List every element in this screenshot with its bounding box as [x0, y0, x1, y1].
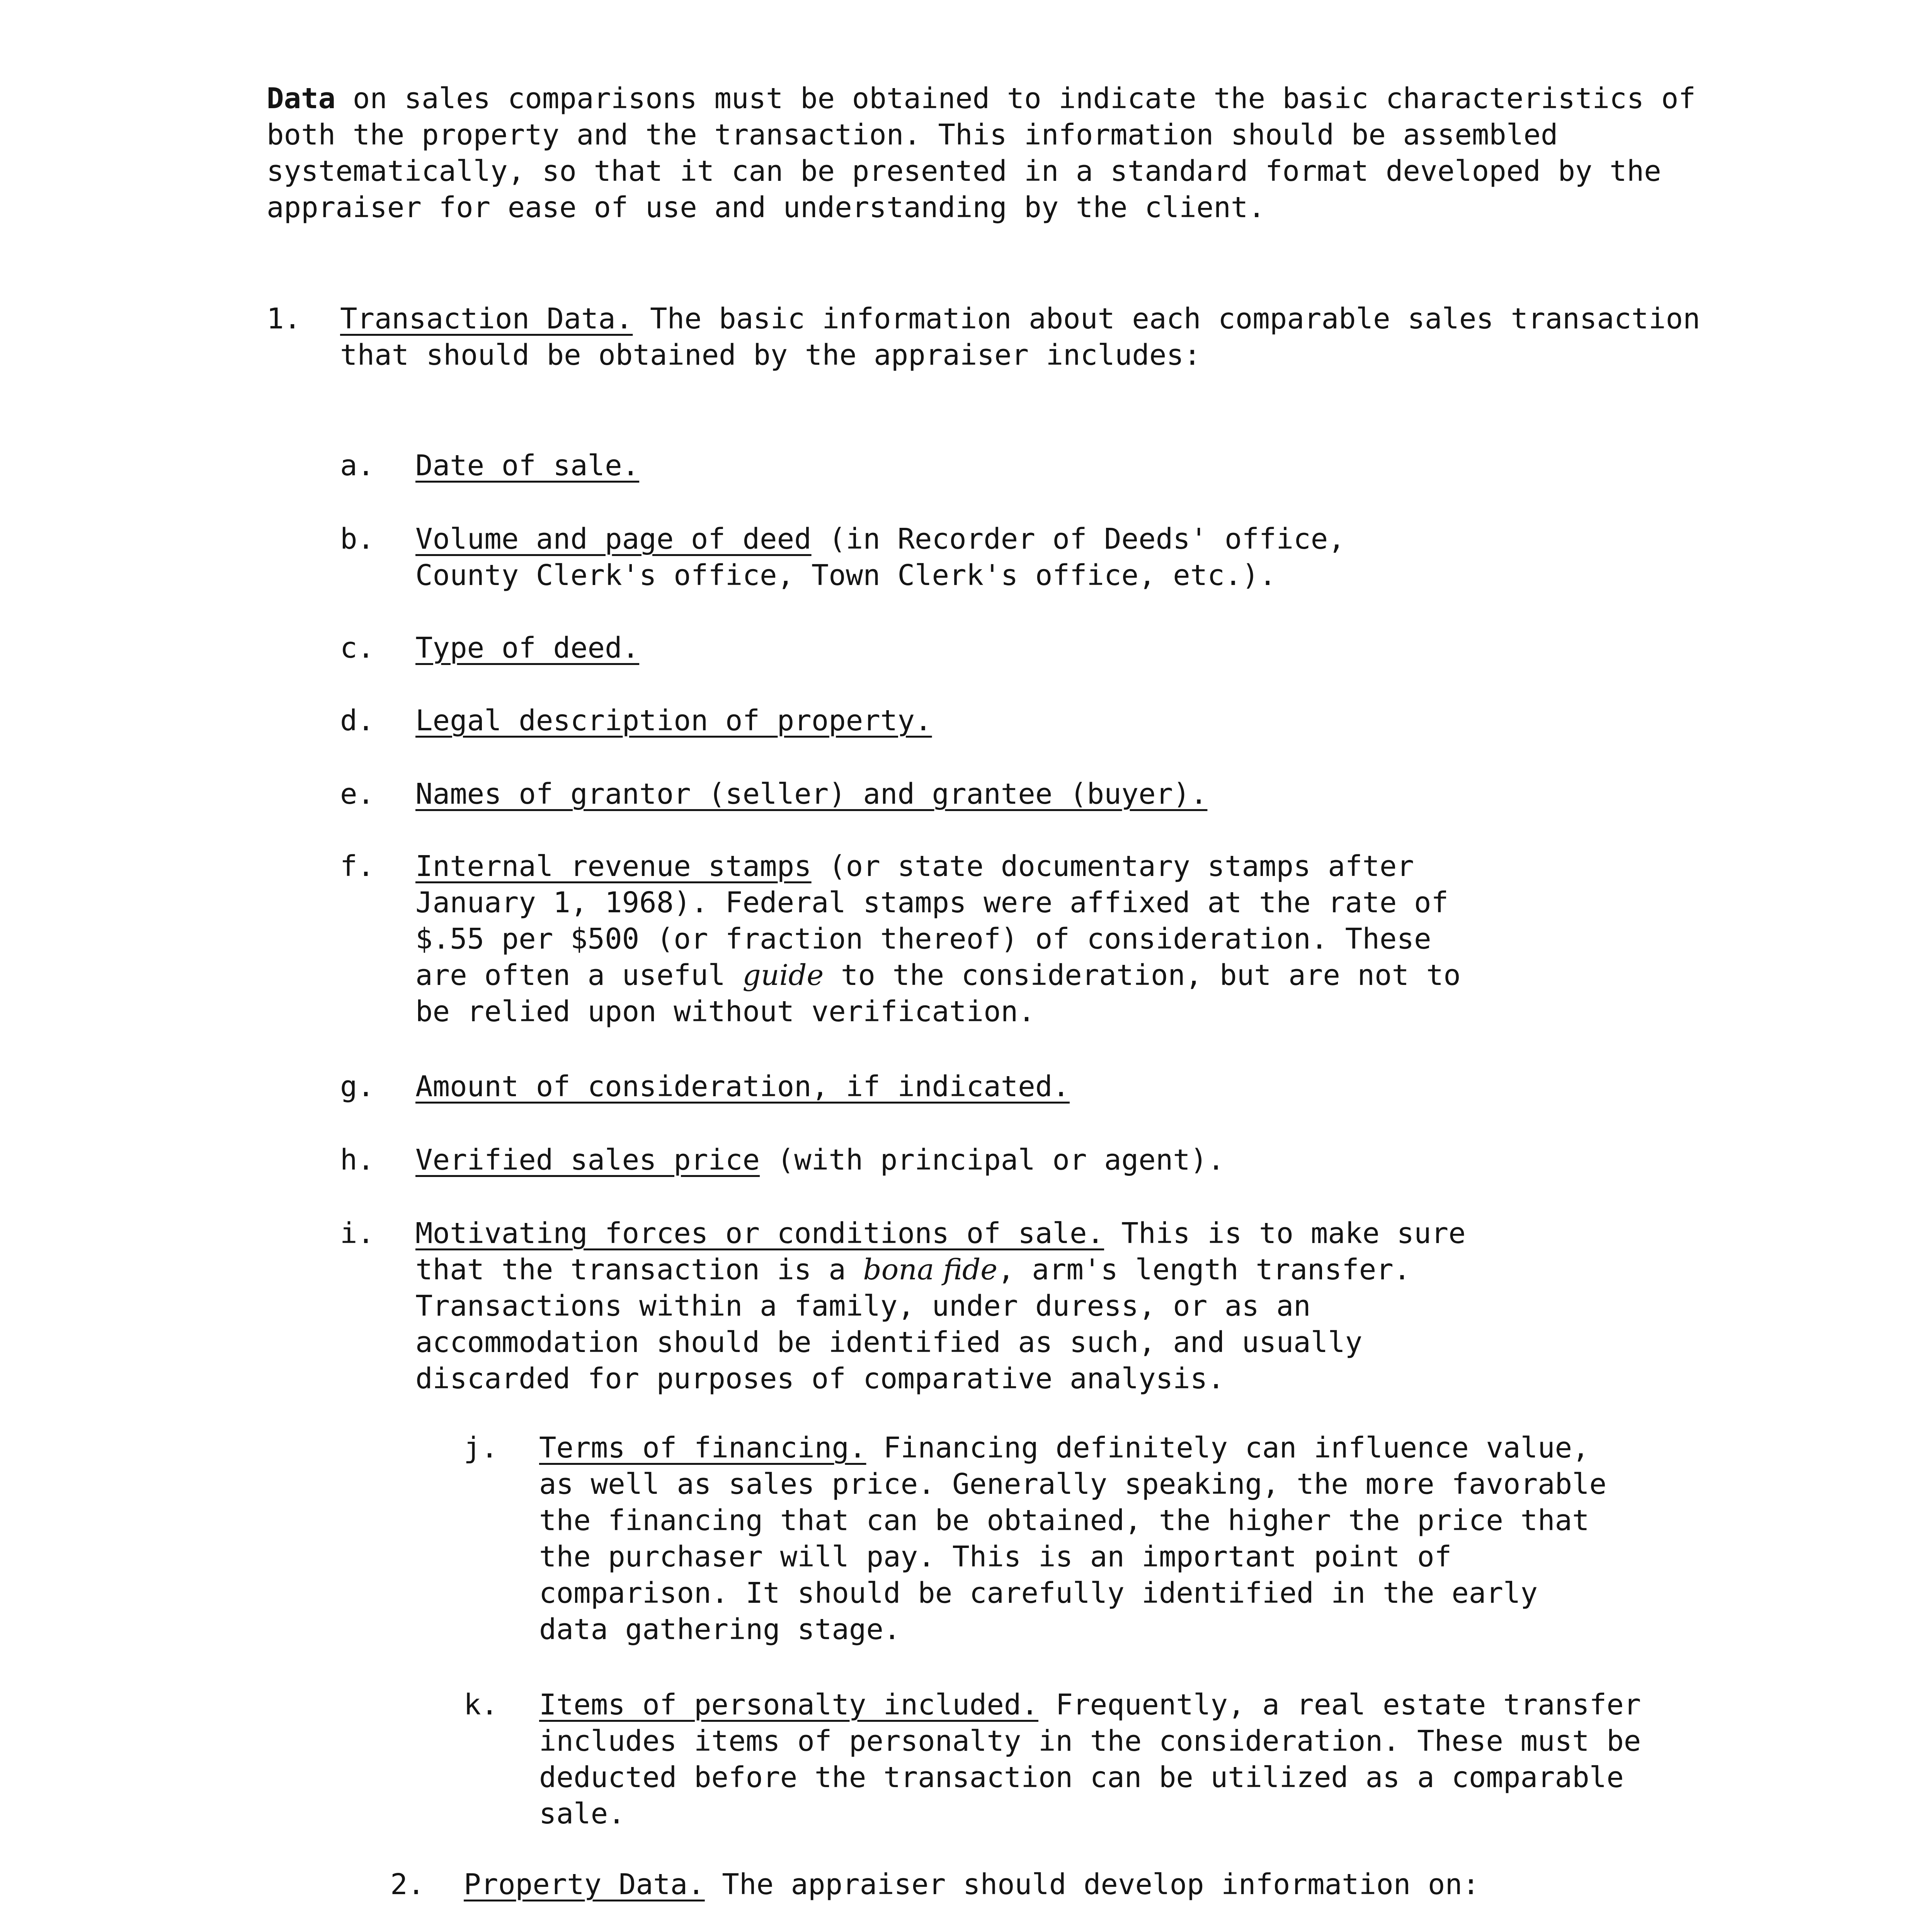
item-text: Financing definitely can influence value, as well as sales price. Generally speaking, the more favorable the financing that can be obtained, the higher the price that the purchaser will pay. This is an important point of comparison. It should be carefully identified in the early data gathering stage.: [539, 1431, 1607, 1646]
item-marker: h.: [340, 1143, 375, 1177]
item-marker: i.: [340, 1217, 375, 1250]
item-label: Verified sales price: [415, 1143, 760, 1177]
item-label: Terms of financing.: [539, 1431, 866, 1464]
item-text: (in Recorder of Deeds' office, County Clerk's office, Town Clerk's office, etc.).: [415, 522, 1345, 592]
item-label: Volume and page of deed: [415, 522, 812, 556]
item-label: Motivating forces or conditions of sale.: [415, 1217, 1104, 1250]
item-italic: bona fide: [863, 1253, 998, 1286]
item-marker: g.: [340, 1070, 375, 1103]
item-text: (or state documentary stamps after January 1, 1968). Federal stamps were affixed at the rate of $.55 per $500 (or fraction thereof) of consideration. These are often a useful: [415, 850, 1449, 992]
item-text: Frequently, a real estate transfer includes items of personalty in the consideration. These must be deducted before the transaction can be utilized as a comparable sale.: [539, 1688, 1641, 1830]
section-text: The basic information about each comparable sales transaction that should be obtained by the appraiser includes:: [340, 302, 1700, 372]
item-label: Internal revenue stamps: [415, 850, 812, 883]
item-marker: k.: [464, 1688, 499, 1721]
item-label: Amount of consideration, if indicated.: [415, 1070, 1070, 1103]
intro-paragraph: [267, 80, 1696, 226]
section-text: The appraiser should develop information on:: [704, 1868, 1480, 1901]
item-marker: j.: [464, 1431, 499, 1464]
item-marker: d.: [340, 704, 375, 737]
item-marker: b.: [340, 522, 375, 556]
item-marker: a.: [340, 449, 375, 482]
item-label: Items of personalty included.: [539, 1688, 1039, 1721]
item-text: (with principal or agent).: [760, 1143, 1225, 1177]
item-text-cont: , arm's length transfer. Transactions within a family, under duress, or as an accommodation should be identified as such, and usually discarded for purposes of comparative analysis.: [415, 1253, 1411, 1395]
section-heading: Property Data.: [464, 1868, 705, 1901]
intro-text: on sales comparisons must be obtained to indicate the basic characteristics of both the property and the transaction. This information should be assembled systematically, so that it can be presented in a standard format developed by the appraiser for ease of use and understanding by the client.: [267, 82, 1696, 224]
intro-lead: Data: [267, 82, 336, 115]
item-text: This is to make sure that the transaction is a: [415, 1217, 1466, 1286]
item-label: Date of sale.: [415, 449, 640, 482]
section-number: 1.: [267, 302, 301, 335]
item-marker: c.: [340, 631, 375, 665]
item-marker: f.: [340, 850, 375, 883]
item-label: Names of grantor (seller) and grantee (buyer).: [415, 777, 1208, 811]
item-text-cont: to the consideration, but are not to be relied upon without verification.: [415, 959, 1461, 1028]
section-heading: Transaction Data.: [340, 302, 633, 335]
item-label: Legal description of property.: [415, 704, 932, 737]
section-number: 2.: [390, 1868, 425, 1901]
item-italic: guide: [742, 959, 824, 992]
item-label: Type of deed.: [415, 631, 640, 665]
item-marker: e.: [340, 777, 375, 811]
